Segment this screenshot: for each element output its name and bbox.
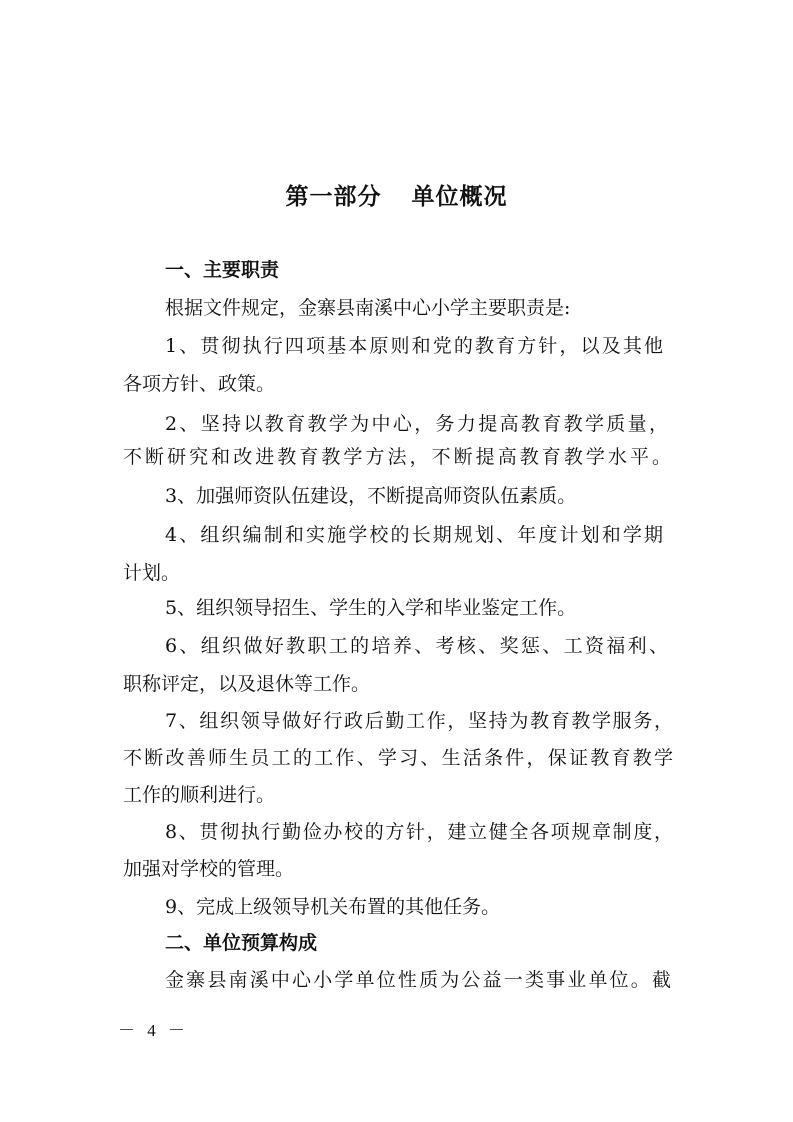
paragraph-line: 1、贯彻执行四项基本原则和党的教育方针，以及其他 [165,335,663,357]
paragraph-line: 不断改善师生员工的工作、学习、生活条件，保证教育教学 [123,747,673,769]
paragraph-line: 计划。 [123,562,181,584]
page-title [0,178,793,211]
paragraph-line: 2、坚持以教育教学为中心，务力提高教育教学质量， [165,413,668,435]
paragraph-line: 8、贯彻执行勤俭办校的方针，建立健全各项规章制度， [165,821,673,843]
paragraph-line: 职称评定，以及退休等工作。 [123,673,371,695]
paragraph-line: 4、组织编制和实施学校的长期规划、年度计划和学期 [165,524,663,546]
paragraph-line: 金寨县南溪中心小学单位性质为公益一类事业单位。截 [165,969,671,991]
paragraph-line: 各项方针、政策。 [123,373,276,395]
page-number: － 4 － [118,1021,189,1040]
title-name: 单位概况 [411,184,508,210]
paragraph-line: 工作的顺利进行。 [123,784,276,806]
paragraph-line: 不断研究和改进教育教学方法，不断提高教育教学水平。 [123,446,671,468]
paragraph-line: 加强对学校的管理。 [123,858,295,880]
title-part: 第一部分 [285,184,382,210]
paragraph-line: 根据文件规定，金寨县南溪中心小学主要职责是: [165,297,571,319]
paragraph-line: 5、组织领导招生、学生的入学和毕业鉴定工作。 [165,597,577,619]
section-heading-budget: 二、单位预算构成 [165,932,318,954]
section-heading-duties: 一、主要职责 [165,259,280,281]
paragraph-line: 9、完成上级领导机关布置的其他任务。 [165,896,501,918]
paragraph-line: 7、组织领导做好行政后勤工作，坚持为教育教学服务， [165,710,673,732]
paragraph-line: 3、加强师资队伍建设，不断提高师资队伍素质。 [165,485,577,507]
paragraph-line: 6、组织做好教职工的培养、考核、奖惩、工资福利、 [165,635,668,657]
